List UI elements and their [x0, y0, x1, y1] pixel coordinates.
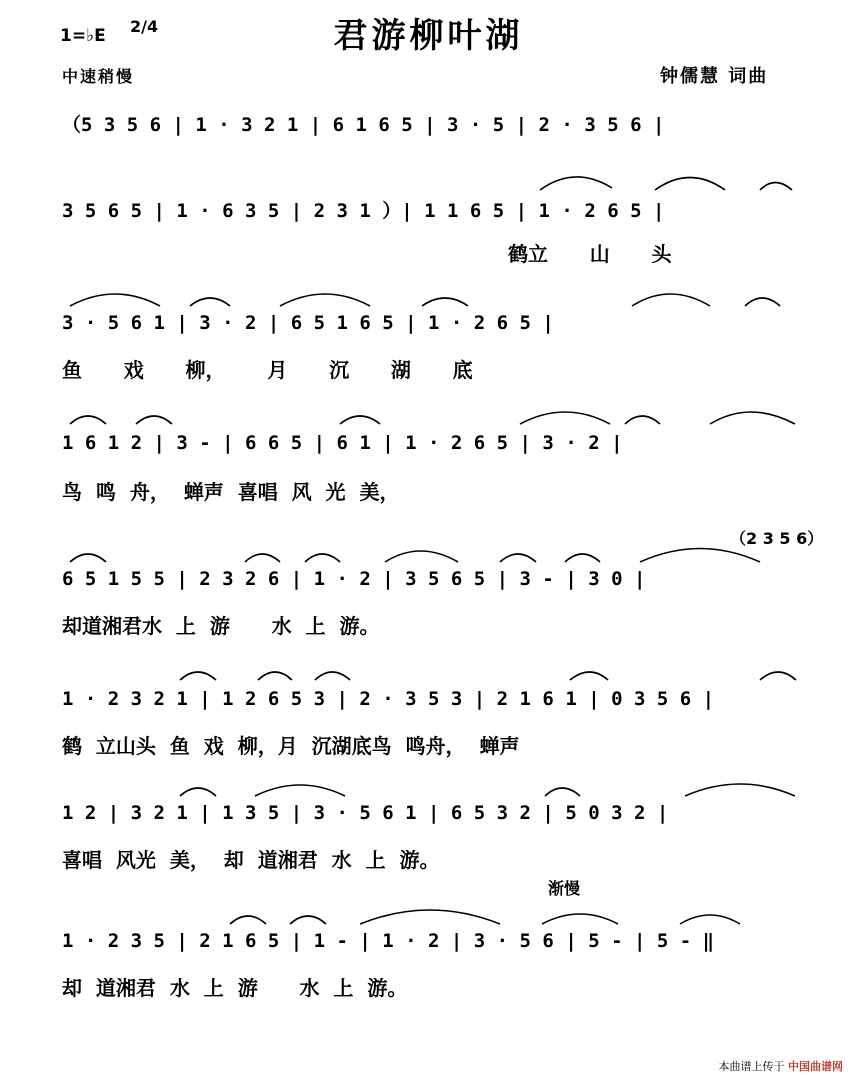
lyric-line-2: 鹤立 山 头	[508, 242, 672, 266]
key-signature: 1=♭E	[60, 26, 106, 46]
tempo-marking: 中速稍慢	[62, 67, 135, 86]
notation-line-5: 6 5 1 5 5 | 2 3 2 6 | 1 · 2 | 3 5 6 5 | 3 - | 3 0 |	[62, 568, 646, 590]
author-credit: 钟儒慧 词曲	[660, 66, 769, 87]
notation-line-3: 3 · 5 6 1 | 3 · 2 | 6 5 1 6 5 | 1 · 2 6 5 |	[62, 312, 554, 334]
time-signature: 2/4	[130, 17, 159, 36]
footer-credit	[719, 1058, 844, 1074]
lyric-line-3: 鱼 戏 柳， 月 沉 湖 底	[62, 358, 473, 382]
notation-line-7: 1 2 | 3 2 1 | 1 3 5 | 3 · 5 6 1 | 6 5 3 2 | 5 0 3 2 |	[62, 802, 669, 824]
lyric-line-7: 喜唱 风光 美， 却 道湘君 水 上 游。	[62, 848, 440, 872]
lyric-line-5: 却道湘君水 上 游 水 上 游。	[62, 614, 380, 638]
lyric-line-6: 鹤 立山头 鱼 戏 柳，月 沉湖底鸟 鸣舟， 蝉声	[62, 734, 520, 758]
page-title: 君游柳叶湖	[333, 16, 524, 56]
notation-line-2: 3 5 6 5 | 1 · 6 3 5 | 2 3 1 ）| 1 1 6 5 | 1 · 2 6 5 |	[62, 200, 665, 222]
notation-line-8: 1 · 2 3 5 | 2 1 6 5 | 1 - | 1 · 2 | 3 · 5 6 | 5 - | 5 - ‖	[62, 930, 715, 952]
annotation-line-8: 渐慢	[548, 879, 581, 898]
site-logo[interactable]: 中国曲谱网	[788, 1060, 843, 1073]
footer-text: 本曲谱上传于	[718, 1060, 785, 1073]
lyric-line-8: 却 道湘君 水 上 游 水 上 游。	[62, 976, 408, 1000]
annotation-line-5: （2 3 5 6）	[730, 529, 824, 548]
notation-line-1: （5 3 5 6 | 1 · 3 2 1 | 6 1 6 5 | 3 · 5 | 2 · 3 5 6 |	[62, 114, 665, 136]
lyric-line-4: 鸟 鸣 舟， 蝉声 喜唱 风 光 美，	[62, 480, 400, 504]
notation-line-6: 1 · 2 3 2 1 | 1 2 6 5 3 | 2 · 3 5 3 | 2 1 6 1 | 0 3 5 6 |	[62, 688, 715, 710]
notation-line-4: 1 6 1 2 | 3 - | 6 6 5 | 6 1 | 1 · 2 6 5 | 3 · 2 |	[62, 432, 623, 454]
